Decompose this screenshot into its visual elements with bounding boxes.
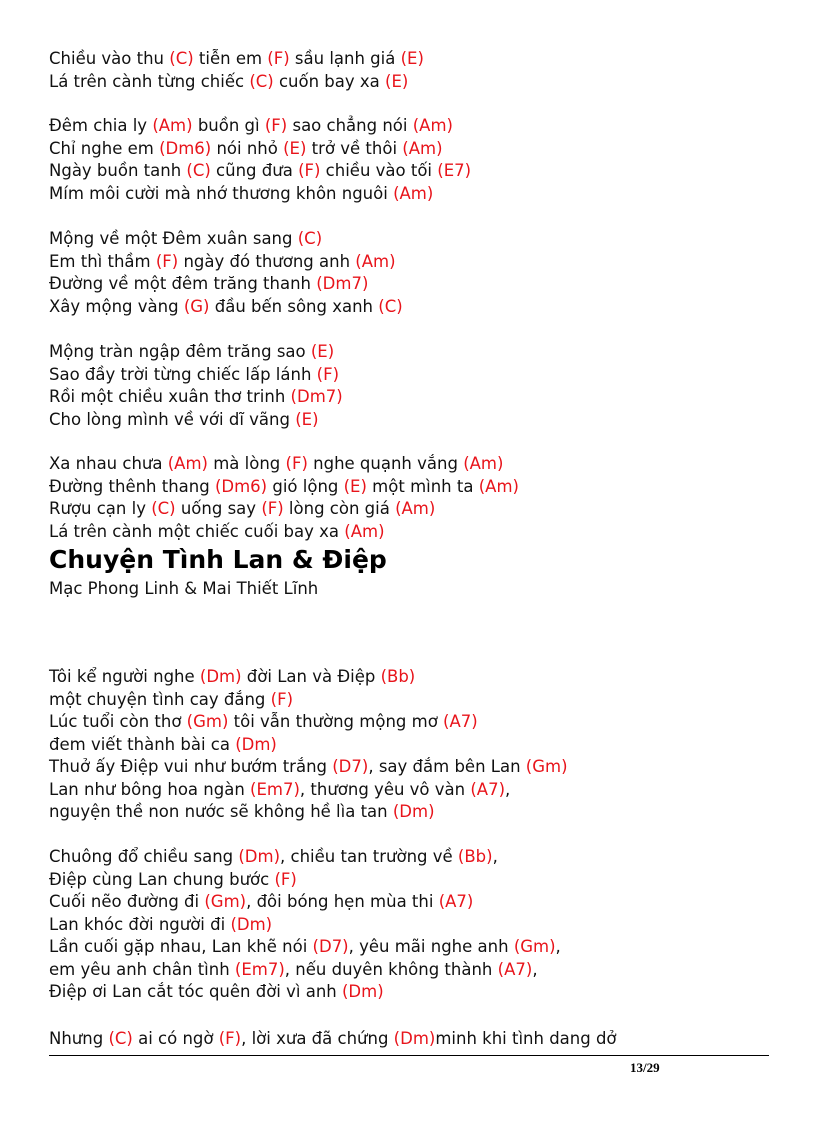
lyric-text: minh khi tình dang dở bbox=[435, 1029, 617, 1048]
lyric-text: Thuở ấy Điệp vui như bướm trắng bbox=[49, 757, 333, 776]
lyric-line bbox=[49, 779, 769, 802]
chord-label: (Am) bbox=[402, 138, 443, 158]
lyric-text: Cuối nẽo đường đi bbox=[49, 892, 205, 911]
chord-label: (Em7) bbox=[234, 959, 285, 979]
lyric-text: ai có ngờ bbox=[132, 1029, 219, 1048]
lyric-text: Lá trên cành một chiếc cuối bay xa bbox=[49, 521, 345, 541]
lyric-line bbox=[49, 160, 769, 183]
chord-label: (Dm) bbox=[393, 1029, 436, 1048]
chord-label: (F) bbox=[285, 454, 308, 473]
chord-label: (A7) bbox=[497, 959, 533, 979]
lyric-text: Sao đầy trời từng chiếc lấp lánh bbox=[49, 364, 317, 384]
lyric-text: mà lòng bbox=[207, 454, 286, 473]
lyric-text: Xây mộng vàng bbox=[49, 296, 184, 316]
chord-label: (Bb) bbox=[457, 847, 493, 866]
lyric-line bbox=[49, 251, 769, 274]
lyric-text: Đường về một đêm trăng thanh bbox=[49, 274, 317, 293]
lyric-text: , đôi bóng hẹn mùa thi bbox=[246, 892, 439, 911]
lyric-text: Đường thênh thang bbox=[49, 476, 215, 496]
chord-label: (E) bbox=[343, 476, 367, 496]
chord-label: (Am) bbox=[395, 499, 436, 518]
chord-label: (F) bbox=[264, 116, 288, 135]
lyric-line bbox=[49, 981, 769, 1004]
lyric-text: một mình ta bbox=[366, 476, 479, 496]
chord-label: (C) bbox=[186, 161, 211, 180]
lyric-line bbox=[49, 273, 769, 296]
lyric-text: cũng đưa bbox=[210, 161, 299, 180]
chord-label: (F) bbox=[267, 49, 290, 68]
page-number: 13/29 bbox=[630, 1060, 660, 1075]
chord-label: (Gm) bbox=[186, 712, 229, 731]
lyric-line bbox=[49, 1028, 769, 1051]
song-title: Chuyện Tình Lan & Điệp bbox=[49, 545, 387, 574]
lyric-text: Mộng tràn ngập đêm trăng sao bbox=[49, 342, 311, 361]
chord-label: (Gm) bbox=[204, 892, 247, 911]
stanza bbox=[49, 228, 769, 318]
chord-label: (F) bbox=[261, 499, 284, 518]
stanza bbox=[49, 666, 769, 824]
chord-label: (Am) bbox=[463, 454, 504, 473]
chord-label: (Am) bbox=[412, 116, 453, 135]
stanza bbox=[49, 1028, 769, 1051]
chord-label: (Dm) bbox=[342, 982, 384, 1001]
chord-label: (E) bbox=[295, 409, 319, 429]
chord-label: (C) bbox=[378, 296, 403, 316]
lyric-text: Rượu cạn ly bbox=[49, 499, 152, 518]
lyric-line bbox=[49, 453, 769, 476]
chord-label: (Am) bbox=[355, 251, 396, 271]
lyric-text: một chuyện tình cay đắng bbox=[49, 689, 271, 709]
lyric-text: Rồi một chiều xuân thơ trinh bbox=[49, 387, 291, 406]
chord-label: (A7) bbox=[438, 892, 474, 911]
lyric-text: ngày đó thương anh bbox=[178, 251, 356, 271]
chord-label: (Dm) bbox=[230, 914, 273, 934]
song-author: Mạc Phong Linh & Mai Thiết Lĩnh bbox=[49, 579, 319, 598]
chord-label: (E) bbox=[310, 342, 335, 361]
lyric-line bbox=[49, 498, 769, 521]
chord-label: (F) bbox=[274, 869, 297, 889]
chord-label: (F) bbox=[316, 364, 340, 384]
chord-label: (Gm) bbox=[513, 937, 556, 956]
lyric-text: Lần cuối gặp nhau, Lan khẽ nói bbox=[49, 937, 313, 956]
lyric-line bbox=[49, 341, 769, 364]
lyric-text: , lời xưa đã chứng bbox=[241, 1029, 394, 1048]
lyric-text: trở về thôi bbox=[306, 138, 403, 158]
lyric-text: , yêu mãi nghe anh bbox=[348, 937, 514, 956]
chord-label: (C) bbox=[108, 1029, 133, 1048]
chord-label: (F) bbox=[298, 161, 321, 180]
lyric-text: Đêm chia ly bbox=[49, 116, 153, 135]
lyric-text: Mím môi cười mà nhớ thương khôn nguôi bbox=[49, 183, 394, 203]
lyric-text: , nếu duyên không thành bbox=[284, 959, 498, 979]
lyric-line bbox=[49, 296, 769, 319]
footer-divider bbox=[49, 1055, 769, 1056]
lyric-text: lòng còn giá bbox=[283, 499, 396, 518]
lyric-text: sầu lạnh giá bbox=[289, 49, 401, 68]
chord-label: (C) bbox=[249, 71, 274, 91]
lyric-line bbox=[49, 801, 769, 824]
lyric-text: sao chẳng nói bbox=[287, 116, 413, 135]
lyric-line bbox=[49, 846, 769, 869]
stanza bbox=[49, 341, 769, 431]
chord-label: (Bb) bbox=[380, 667, 416, 686]
lyric-line bbox=[49, 914, 769, 937]
lyric-line bbox=[49, 711, 769, 734]
stanza bbox=[49, 453, 769, 543]
lyric-text: Cho lòng mình về với dĩ vãng bbox=[49, 409, 296, 429]
lyric-text: Xa nhau chưa bbox=[49, 454, 168, 473]
lyric-text: Lá trên cành từng chiếc bbox=[49, 71, 250, 91]
chord-label: (Am) bbox=[167, 454, 208, 473]
lyric-text: nói nhỏ bbox=[211, 138, 284, 158]
lyric-line bbox=[49, 689, 769, 712]
lyric-line bbox=[49, 71, 769, 94]
chord-label: (G) bbox=[183, 296, 210, 316]
lyric-line bbox=[49, 183, 769, 206]
lyric-text: tôi vẫn thường mộng mơ bbox=[228, 712, 444, 731]
lyric-text: gió lộng bbox=[267, 476, 344, 496]
lyric-text: Chiều vào thu bbox=[49, 49, 170, 68]
chord-label: (Em7) bbox=[250, 779, 300, 799]
chord-label: (D7) bbox=[312, 937, 349, 956]
lyric-line bbox=[49, 521, 769, 544]
lyric-line bbox=[49, 364, 769, 387]
chord-label: (Dm7) bbox=[290, 387, 343, 406]
lyric-text: Mộng về một Đêm xuân sang bbox=[49, 229, 298, 248]
lyric-text: nghe quạnh vắng bbox=[307, 454, 464, 473]
stanza bbox=[49, 115, 769, 205]
chord-label: (Dm6) bbox=[159, 138, 212, 158]
chord-label: (C) bbox=[297, 229, 323, 248]
chord-label: (D7) bbox=[332, 757, 369, 776]
chord-label: (Gm) bbox=[525, 757, 568, 776]
lyric-text: , chiều tan trường về bbox=[280, 847, 458, 866]
lyric-text: Chuông đổ chiều sang bbox=[49, 847, 239, 866]
lyric-text: Lan khóc đời người đi bbox=[49, 914, 231, 934]
chord-label: (F) bbox=[155, 251, 179, 271]
lyric-text: chiều vào tối bbox=[320, 161, 438, 180]
chord-label: (A7) bbox=[470, 779, 506, 799]
chord-label: (Am) bbox=[344, 521, 385, 541]
lyric-line bbox=[49, 734, 769, 757]
lyric-text: Tôi kể người nghe bbox=[49, 667, 200, 686]
lyric-line bbox=[49, 869, 769, 892]
lyric-text: , bbox=[555, 937, 561, 956]
lyric-line bbox=[49, 936, 769, 959]
lyric-text: Lan như bông hoa ngàn bbox=[49, 779, 251, 799]
lyric-line bbox=[49, 386, 769, 409]
lyric-text: Điệp ơi Lan cắt tóc quên đời vì anh bbox=[49, 982, 342, 1001]
chord-label: (Dm6) bbox=[214, 476, 268, 496]
chord-label: (Dm) bbox=[235, 734, 277, 754]
lyric-text: , bbox=[505, 779, 511, 799]
chord-label: (E) bbox=[385, 71, 409, 91]
chord-label: (Am) bbox=[393, 183, 434, 203]
stanza bbox=[49, 48, 769, 93]
lyric-line bbox=[49, 666, 769, 689]
lyric-line bbox=[49, 476, 769, 499]
lyric-text: đem viết thành bài ca bbox=[49, 734, 236, 754]
lyric-text: tiễn em bbox=[193, 49, 268, 68]
lyric-text: buồn gì bbox=[192, 116, 265, 135]
lyric-line bbox=[49, 138, 769, 161]
lyric-text: nguyện thề non nước sẽ không hề lìa tan bbox=[49, 802, 393, 821]
lyric-text: uống say bbox=[175, 499, 262, 518]
lyric-text: Chỉ nghe em bbox=[49, 138, 160, 158]
lyric-text: Ngày buồn tanh bbox=[49, 161, 187, 180]
lyric-text: đầu bến sông xanh bbox=[209, 296, 379, 316]
lyric-text: em yêu anh chân tình bbox=[49, 959, 235, 979]
lyric-text: , bbox=[492, 847, 498, 866]
lyric-line bbox=[49, 959, 769, 982]
lyric-line bbox=[49, 409, 769, 432]
lyric-line bbox=[49, 48, 769, 71]
chord-label: (F) bbox=[270, 689, 294, 709]
chord-label: (F) bbox=[218, 1029, 242, 1048]
lyric-text: cuốn bay xa bbox=[273, 71, 386, 91]
chord-label: (E7) bbox=[437, 161, 472, 180]
chord-label: (A7) bbox=[443, 712, 478, 731]
chord-label: (Am) bbox=[478, 476, 519, 496]
chord-label: (Dm) bbox=[199, 667, 242, 686]
lyric-text: , bbox=[532, 959, 538, 979]
lyric-text: đời Lan và Điệp bbox=[241, 667, 381, 686]
lyric-line bbox=[49, 115, 769, 138]
lyric-text: Lúc tuổi còn thơ bbox=[49, 712, 187, 731]
chord-label: (Dm7) bbox=[316, 274, 369, 293]
chord-label: (E) bbox=[400, 49, 424, 68]
chord-label: (C) bbox=[169, 49, 194, 68]
lyric-line bbox=[49, 228, 769, 251]
lyric-text: Nhưng bbox=[49, 1029, 109, 1048]
lyric-text: , say đắm bên Lan bbox=[368, 757, 526, 776]
chord-label: (Dm) bbox=[238, 847, 281, 866]
lyric-line bbox=[49, 756, 769, 779]
stanza bbox=[49, 846, 769, 1004]
lyric-text: Em thì thầm bbox=[49, 251, 156, 271]
chord-label: (Am) bbox=[152, 116, 193, 135]
chord-label: (Dm) bbox=[392, 802, 435, 821]
chord-label: (E) bbox=[283, 138, 307, 158]
lyric-line bbox=[49, 891, 769, 914]
lyric-text: , thương yêu vô vàn bbox=[299, 779, 471, 799]
lyric-text: Điệp cùng Lan chung bước bbox=[49, 869, 275, 889]
chord-label: (C) bbox=[151, 499, 176, 518]
